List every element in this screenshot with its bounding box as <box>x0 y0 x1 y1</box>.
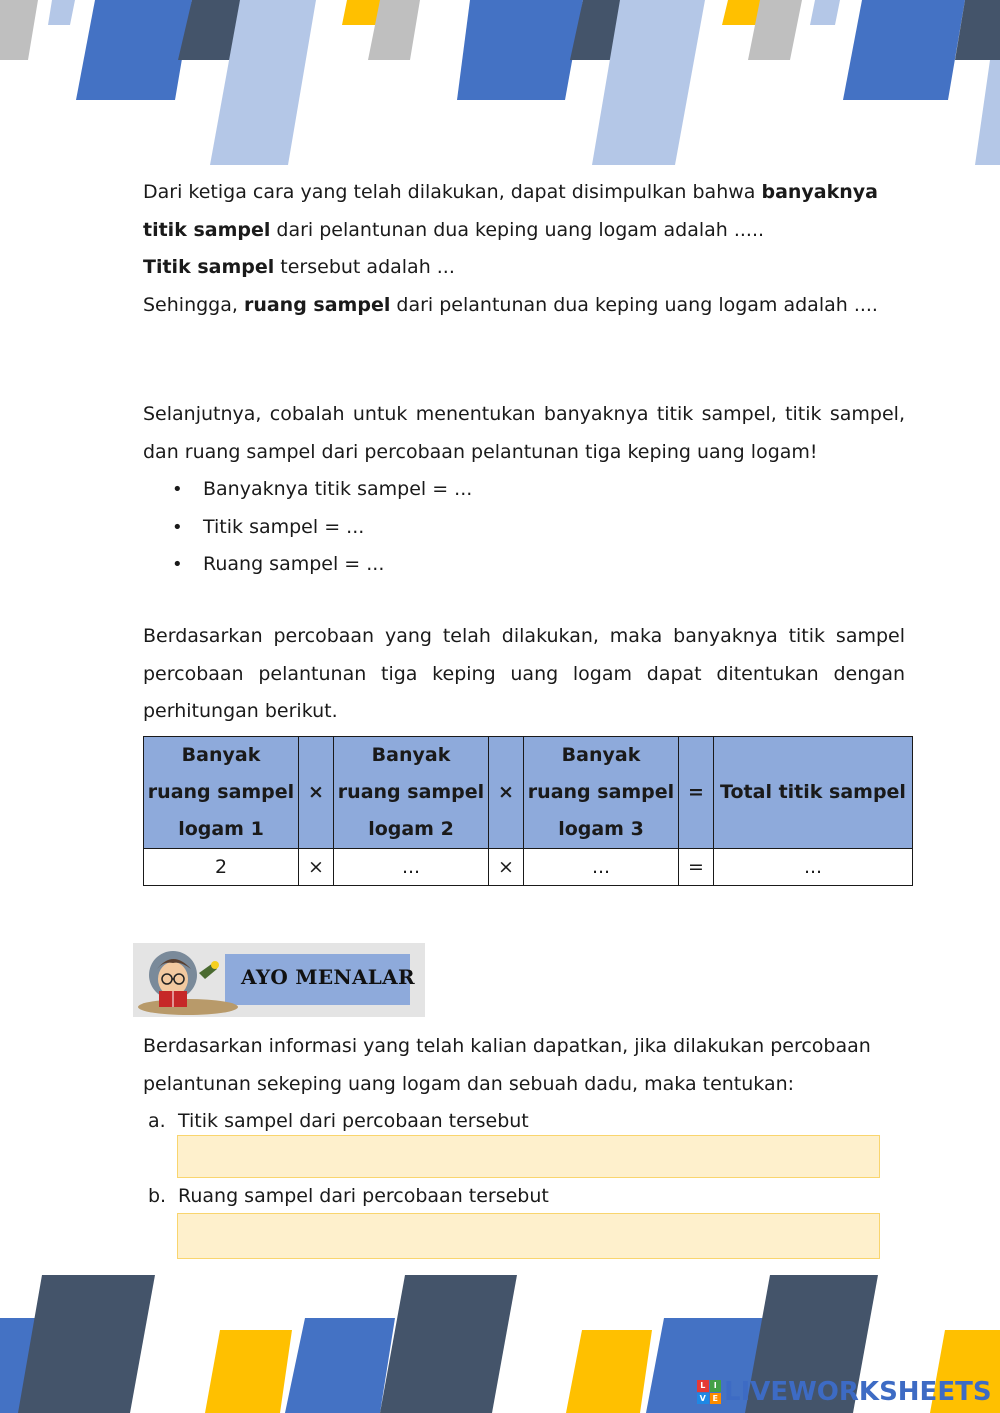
brand-logo-icon: L I V E <box>697 1380 721 1404</box>
question-a: a. Titik sampel dari percobaan tersebut <box>148 1110 529 1132</box>
header-cell-coin-3: Banyak ruang sampel logam 3 <box>524 737 679 849</box>
sample-point-table <box>143 736 913 886</box>
bullet-list <box>143 471 472 584</box>
question-b: b. Ruang sampel dari percobaan tersebut <box>148 1185 549 1207</box>
times-sign: × <box>299 737 334 849</box>
header-cell-total: Total titik sampel <box>714 737 913 849</box>
times-sign: × <box>489 849 524 886</box>
list-item: • Titik sampel = ... <box>143 509 472 547</box>
answer-box-b[interactable] <box>177 1213 880 1259</box>
calculation-intro-paragraph: Berdasarkan percobaan yang telah dilakukan, maka banyaknya titik sampel percobaan pelantunan tiga keping uang logam dapat ditentukan dengan perhitungan berikut. <box>143 625 905 722</box>
value-coin-1: 2 <box>144 849 299 886</box>
equals-sign: = <box>679 737 714 849</box>
list-item: • Banyaknya titik sampel = ... <box>143 471 472 509</box>
times-sign: × <box>299 849 334 886</box>
list-item: • Ruang sampel = ... <box>143 546 472 584</box>
equals-sign: = <box>679 849 714 886</box>
header-cell-coin-2: Banyak ruang sampel logam 2 <box>334 737 489 849</box>
top-decorative-stripes <box>0 0 1000 165</box>
task-paragraph: Berdasarkan informasi yang telah kalian dapatkan, jika dilakukan percobaan pelantunan sekeping uang logam dan sebuah dadu, maka tentukan: <box>143 1035 871 1095</box>
value-coin-3[interactable]: ... <box>524 849 679 886</box>
answer-box-a[interactable] <box>177 1135 880 1178</box>
liveworksheets-logo <box>697 1376 992 1408</box>
value-total[interactable]: ... <box>714 849 913 886</box>
banner-title: AYO MENALAR <box>241 965 415 989</box>
section-banner <box>133 943 425 1017</box>
conclusion-paragraph: Dari ketiga cara yang telah dilakukan, dapat disimpulkan bahwa banyaknya titik sampel dari pelantunan dua keping uang logam adalah ..... Titik sampel tersebut adalah ... Sehingga, ruang sampel dari pelantunan dua keping uang logam adalah .... <box>143 181 878 316</box>
reading-student-icon <box>133 943 243 1017</box>
header-cell-coin-1: Banyak ruang sampel logam 1 <box>144 737 299 849</box>
brand-name: LIVEWORKSHEETS <box>724 1377 992 1407</box>
times-sign: × <box>489 737 524 849</box>
table-header-row <box>144 737 913 849</box>
instruction-paragraph: Selanjutnya, cobalah untuk menentukan banyaknya titik sampel, titik sampel, dan ruang sampel dari percobaan pelantunan tiga keping uang logam! <box>143 403 905 463</box>
value-coin-2[interactable]: ... <box>334 849 489 886</box>
table-row <box>144 849 913 886</box>
